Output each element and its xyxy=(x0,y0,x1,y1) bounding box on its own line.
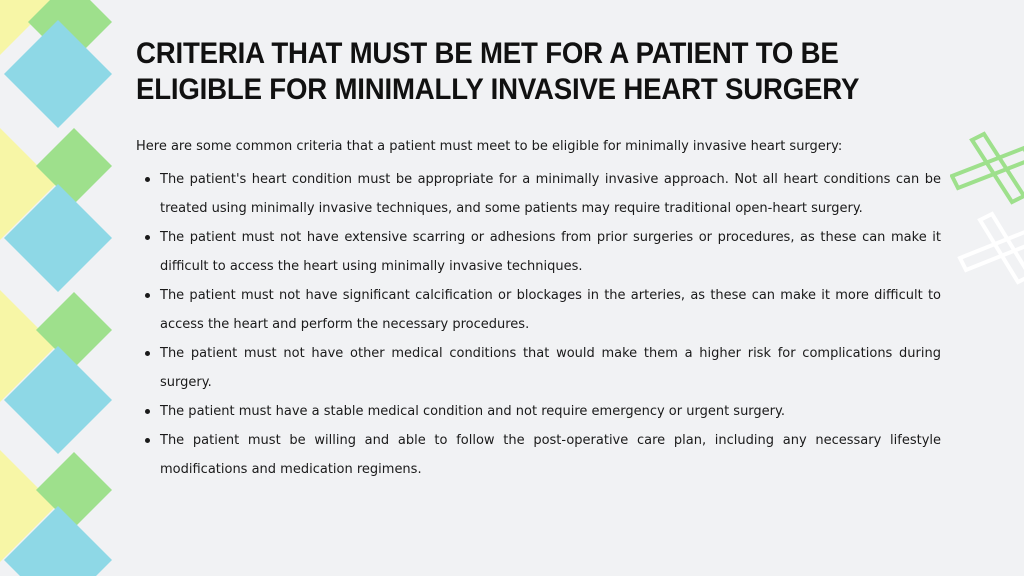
criteria-item: The patient must not have significant calcification or blockages in the arteries, as these can make it more difficult to access the heart and perform the necessary procedures. xyxy=(160,281,941,339)
criteria-item: The patient must have a stable medical condition and not require emergency or urgent surgery. xyxy=(160,397,941,426)
criteria-list xyxy=(160,165,941,484)
criteria-item: The patient must not have other medical conditions that would make them a higher risk for complications during surgery. xyxy=(160,339,941,397)
white-cross-outline xyxy=(960,214,1024,282)
criteria-item: The patient's heart condition must be appropriate for a minimally invasive approach. Not all heart conditions can be treated using minimally invasive techniques, and some patients may require traditional open-heart surgery. xyxy=(160,165,941,223)
left-diamond-pattern xyxy=(0,0,120,576)
slide-title: CRITERIA THAT MUST BE MET FOR A PATIENT TO BE ELIGIBLE FOR MINIMALLY INVASIVE HEART SURGERY xyxy=(136,37,860,106)
criteria-item: The patient must be willing and able to follow the post-operative care plan, including any necessary lifestyle modifications and medication regimens. xyxy=(160,426,941,484)
right-cross-decoration xyxy=(950,130,1024,290)
green-cross-outline xyxy=(952,134,1024,202)
green-diamond xyxy=(36,452,112,528)
green-diamond xyxy=(36,128,112,204)
criteria-item: The patient must not have extensive scarring or adhesions from prior surgeries or procedures, as these can make it difficult to access the heart using minimally invasive techniques. xyxy=(160,223,941,281)
intro-text: Here are some common criteria that a patient must meet to be eligible for minimally invasive heart surgery: xyxy=(136,139,843,154)
